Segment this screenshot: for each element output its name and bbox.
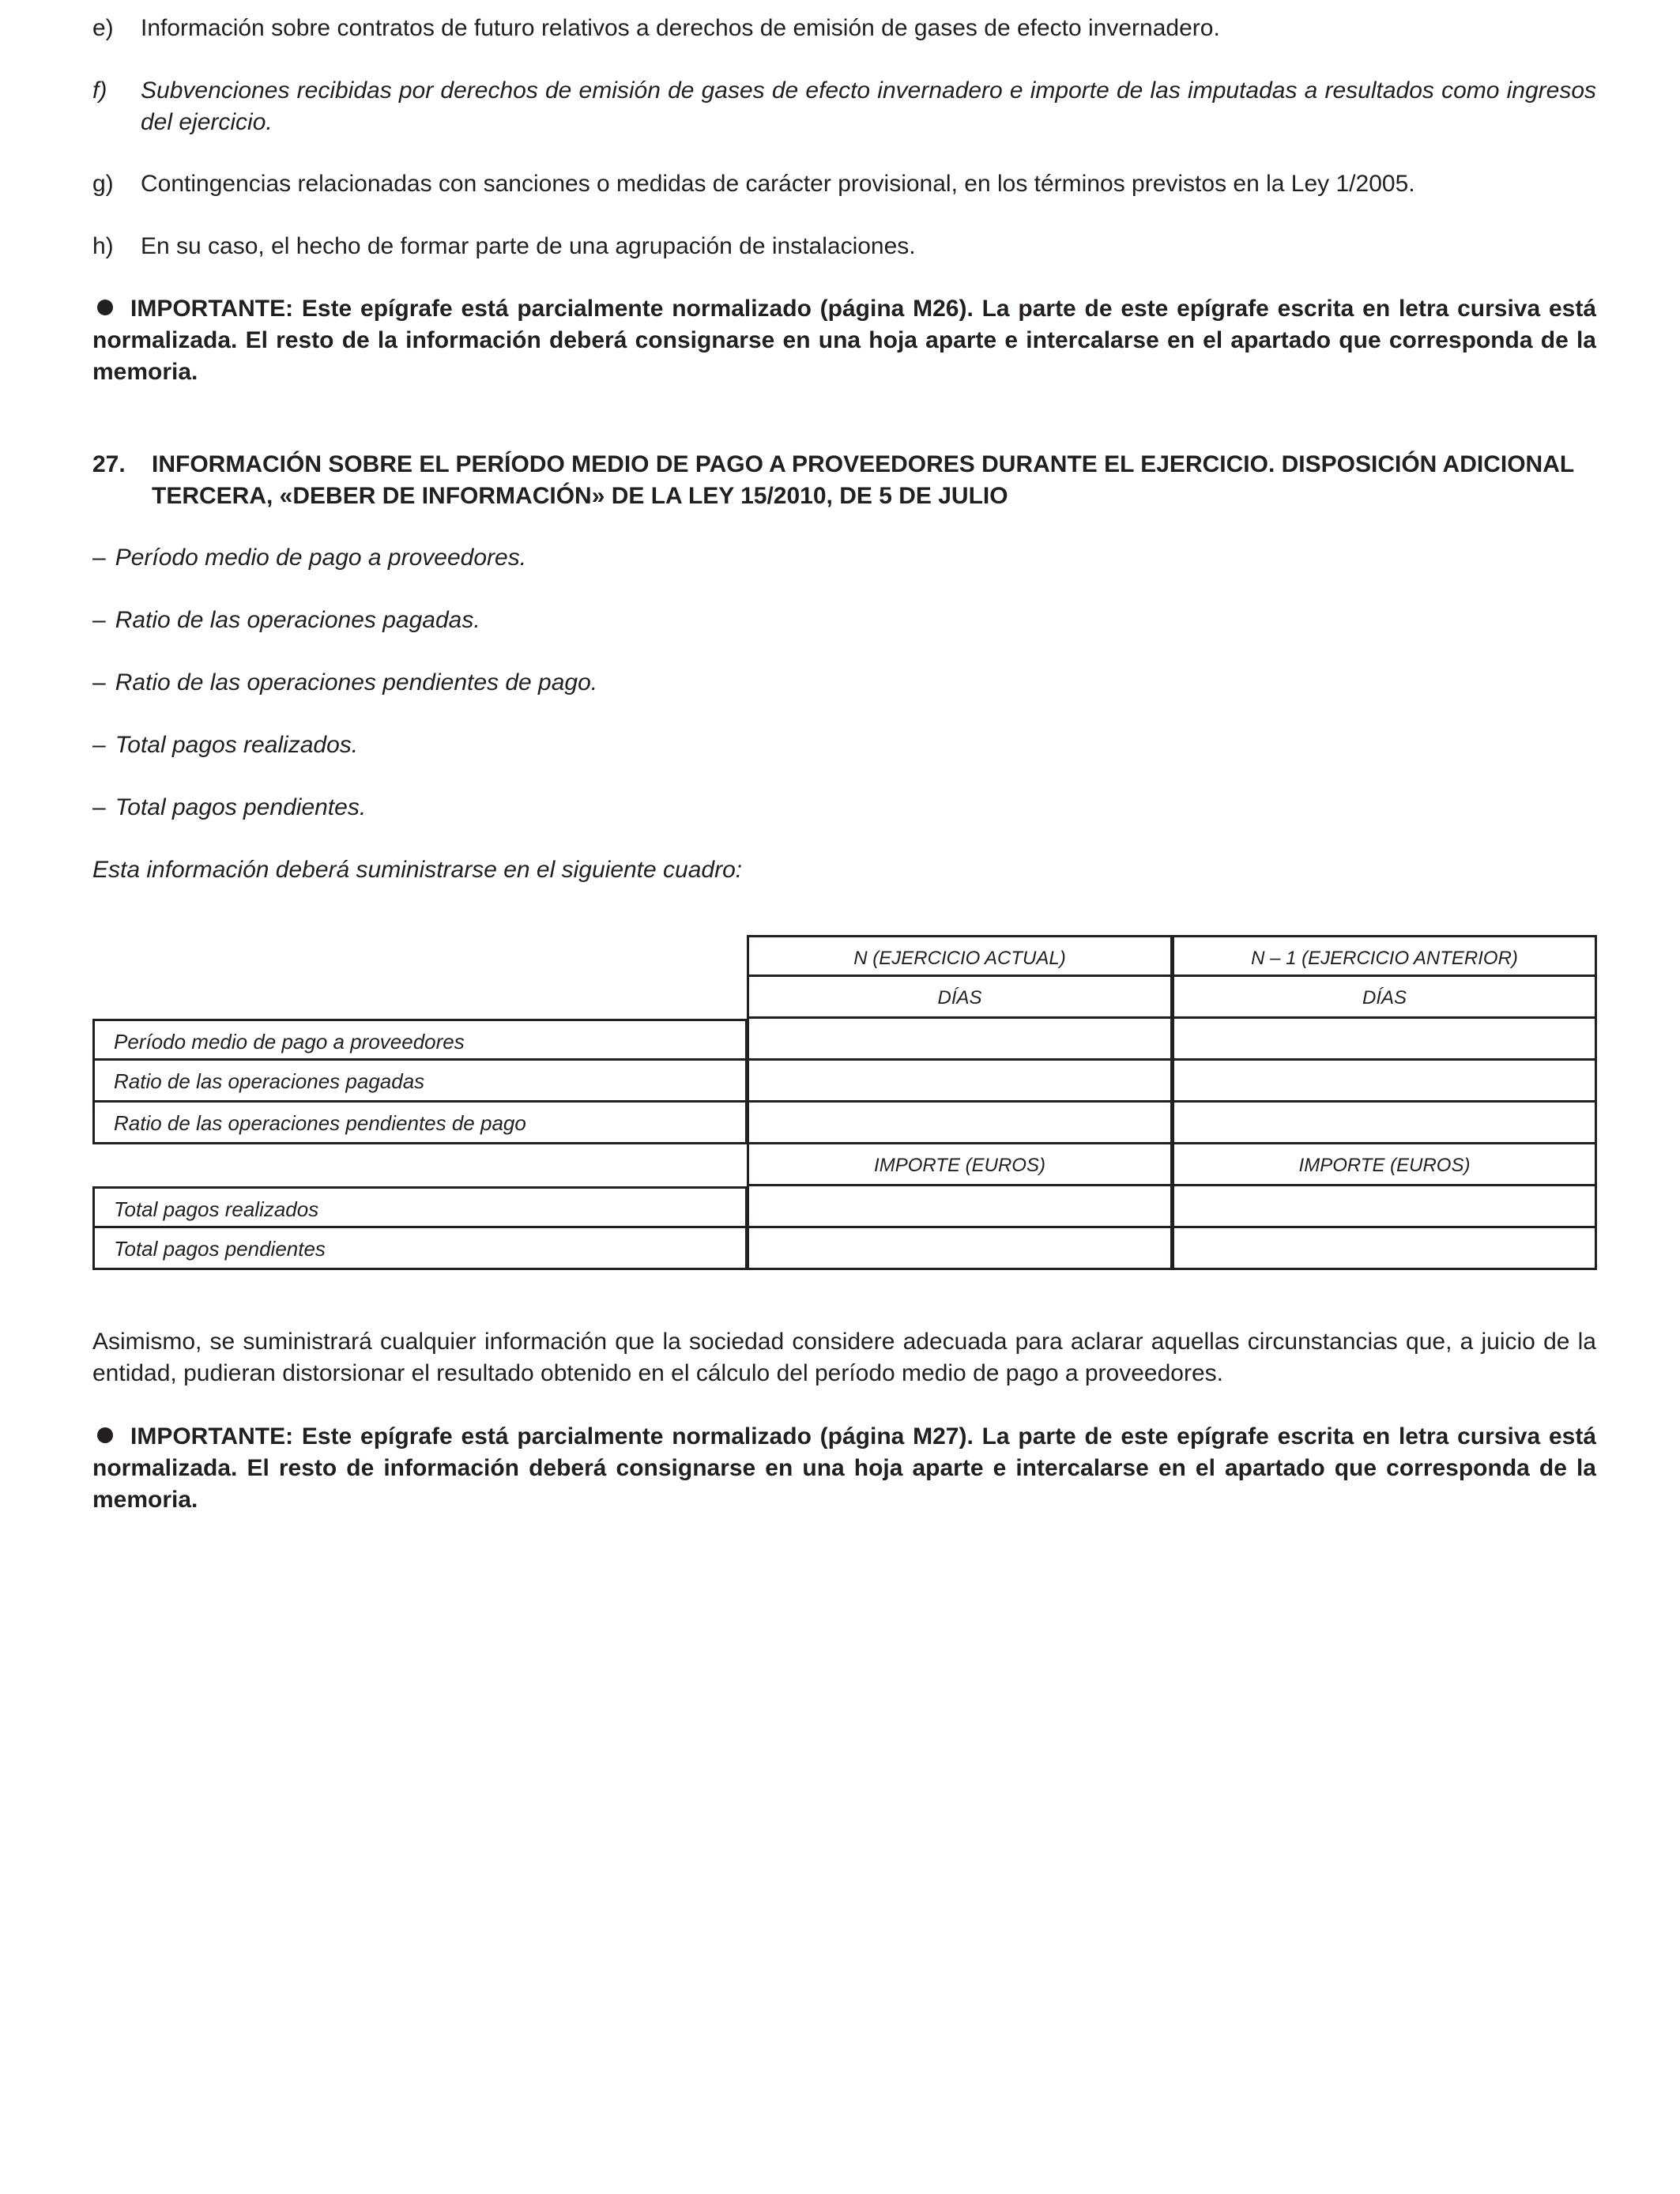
table-intro: Esta información deberá suministrarse en el siguiente cuadro: — [92, 857, 743, 883]
table-unit-row — [92, 977, 1597, 1019]
dash-marker: – — [92, 794, 106, 820]
dash-item-3 — [92, 667, 1596, 699]
value-cell-current[interactable] — [747, 1186, 1173, 1228]
unit-euros-current: IMPORTE (EUROS) — [747, 1144, 1173, 1186]
value-cell-previous[interactable] — [1172, 1061, 1597, 1103]
value-cell-previous[interactable] — [1172, 1103, 1597, 1144]
table-unit-row — [92, 1144, 1597, 1186]
list-marker: f) — [92, 77, 107, 104]
value-cell-current[interactable] — [747, 1019, 1173, 1061]
dash-item-4 — [92, 729, 1596, 761]
dash-item-5 — [92, 792, 1596, 824]
table-row — [92, 1061, 1597, 1103]
row-label: Ratio de las operaciones pendientes de pago — [92, 1103, 748, 1144]
section-title: INFORMACIÓN SOBRE EL PERÍODO MEDIO DE PAGO A PROVEEDORES DURANTE EL EJERCICIO. DISPOSICIÓN ADICIONAL TERCERA, «DEBER DE INFORMACIÓN» DE LA LEY 15/2010, DE 5 DE JULIO — [152, 451, 1574, 509]
important-note-text: IMPORTANTE: Este epígrafe está parcialmente normalizado (página M27). La parte de este epígrafe escrita en letra cursiva está normalizada. El resto de información deberá consignarse en una hoja aparte e intercalarse en el apartado que corresponda de la memoria. — [92, 1423, 1596, 1513]
dash-marker: – — [92, 732, 106, 758]
header-col-previous: N – 1 (EJERCICIO ANTERIOR) — [1172, 935, 1597, 977]
dash-item-1 — [92, 542, 1596, 574]
list-item-h — [92, 231, 1596, 262]
dash-item-2 — [92, 605, 1596, 636]
dash-marker: – — [92, 545, 106, 571]
important-note-2 — [92, 1421, 1596, 1516]
list-marker: h) — [92, 233, 114, 259]
important-note-text: IMPORTANTE: Este epígrafe está parcialmente normalizado (página M26). La parte de este epígrafe escrita en letra cursiva está normalizada. El resto de la información deberá consignarse en una hoja aparte e intercalarse en el apartado que corresponda de la memoria. — [92, 296, 1596, 385]
row-label: Ratio de las operaciones pagadas — [92, 1061, 748, 1103]
list-item-text: Información sobre contratos de futuro relativos a derechos de emisión de gases de efecto invernadero. — [141, 15, 1220, 41]
list-item-f — [92, 75, 1596, 138]
list-item-g — [92, 168, 1596, 200]
important-note-1 — [92, 293, 1596, 388]
row-label: Total pagos realizados — [92, 1186, 748, 1228]
dash-marker: – — [92, 669, 106, 696]
unit-euros-previous: IMPORTE (EUROS) — [1172, 1144, 1597, 1186]
bullet-icon — [97, 1427, 113, 1443]
closing-paragraph: Asimismo, se suministrará cualquier información que la sociedad considere adecuada para aclarar aquellas circunstancias que, a juicio de la entidad, pudieran distorsionar el resultado obtenido en el cálculo del período medio de pago a proveedores. — [92, 1329, 1596, 1386]
value-cell-previous[interactable] — [1172, 1186, 1597, 1228]
table-header-row — [92, 935, 1597, 977]
unit-days-current: DÍAS — [747, 977, 1173, 1019]
unit-days-previous: DÍAS — [1172, 977, 1597, 1019]
dash-item-text: Total pagos pendientes. — [115, 794, 367, 820]
table-row — [92, 1228, 1597, 1270]
dash-item-text: Total pagos realizados. — [115, 732, 359, 758]
payment-period-table — [92, 935, 1597, 1270]
list-marker: e) — [92, 15, 114, 41]
header-col-current: N (EJERCICIO ACTUAL) — [747, 935, 1173, 977]
list-item-text: Subvenciones recibidas por derechos de emisión de gases de efecto invernadero e importe de las imputadas a resultados como ingresos del ejercicio. — [141, 77, 1596, 135]
list-item-text: Contingencias relacionadas con sanciones o medidas de carácter provisional, en los términos previstos en la Ley 1/2005. — [141, 171, 1415, 197]
section-heading — [92, 449, 1596, 512]
table-row — [92, 1186, 1597, 1228]
value-cell-current[interactable] — [747, 1061, 1173, 1103]
dash-item-text: Ratio de las operaciones pagadas. — [115, 607, 480, 633]
dash-marker: – — [92, 607, 106, 633]
dash-item-text: Período medio de pago a proveedores. — [115, 545, 527, 571]
bullet-icon — [97, 300, 113, 315]
value-cell-current[interactable] — [747, 1228, 1173, 1270]
value-cell-previous[interactable] — [1172, 1228, 1597, 1270]
table-row — [92, 1103, 1597, 1144]
row-label: Período medio de pago a proveedores — [92, 1019, 748, 1061]
table-row — [92, 1019, 1597, 1061]
list-marker: g) — [92, 171, 114, 197]
value-cell-current[interactable] — [747, 1103, 1173, 1144]
section-number: 27. — [92, 451, 126, 477]
list-item-text: En su caso, el hecho de formar parte de una agrupación de instalaciones. — [141, 233, 916, 259]
list-item-e — [92, 13, 1596, 44]
row-label: Total pagos pendientes — [92, 1228, 748, 1270]
dash-item-text: Ratio de las operaciones pendientes de pago. — [115, 669, 598, 696]
value-cell-previous[interactable] — [1172, 1019, 1597, 1061]
